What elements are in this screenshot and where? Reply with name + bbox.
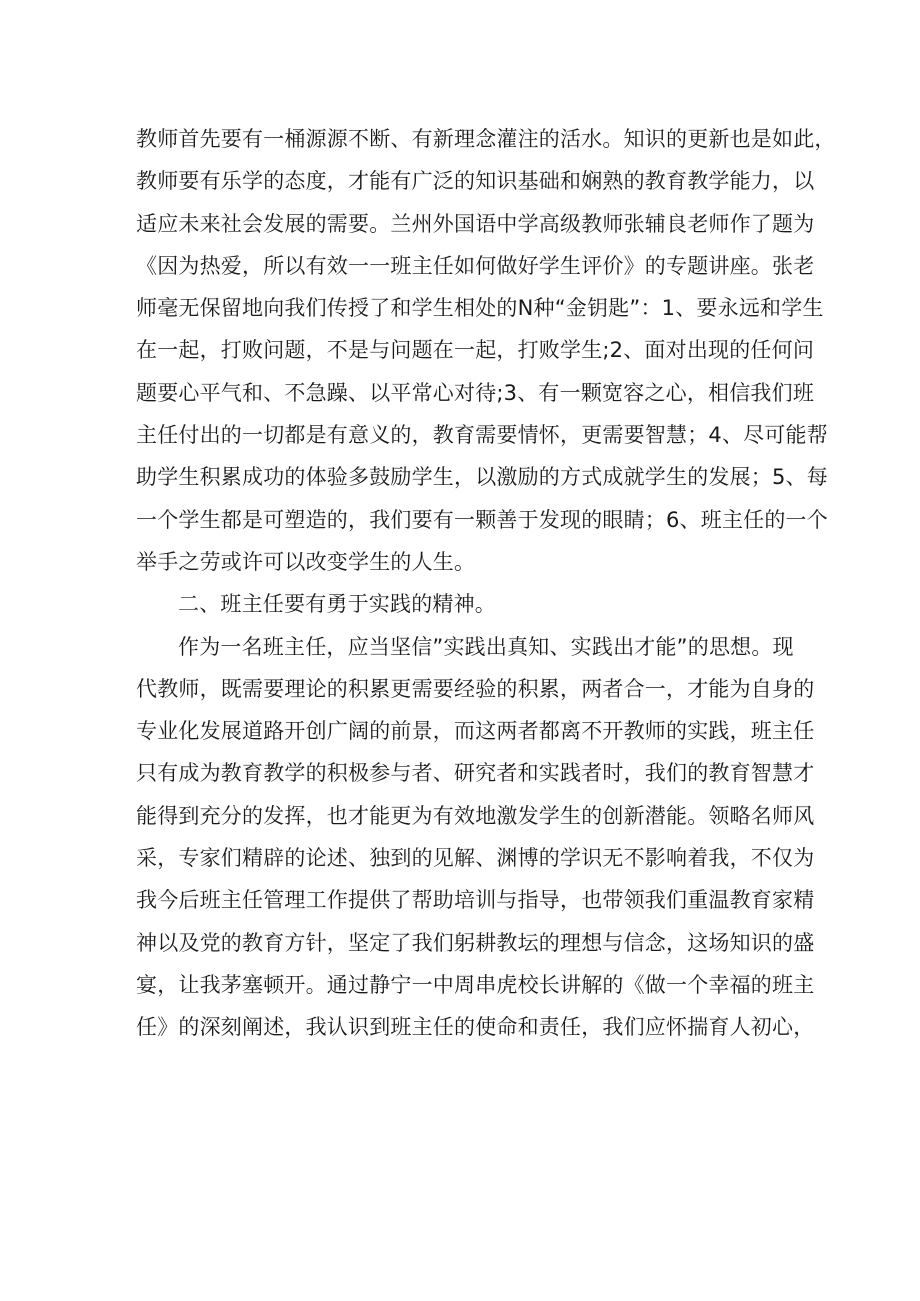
text-line: 代教师，既需要理论的积累更需要经验的积累，两者合一，才能为自身的 (136, 676, 815, 701)
text-line: 主任付出的一切都是有意义的，教育需要情怀，更需要智慧；4、尽可能帮 (136, 423, 828, 448)
section-heading: 二、班主任要有勇于实践的精神。 (178, 592, 496, 617)
text-line: 师毫无保留地向我们传授了和学生相处的N种“金钥匙”：1、要永远和学生 (136, 296, 824, 321)
text-line: 适应未来社会发展的需要。兰州外国语中学高级教师张辅良老师作了题为 (136, 211, 815, 236)
text-line: 教师要有乐学的态度，才能有广泛的知识基础和娴熟的教育教学能力，以 (136, 169, 815, 194)
document-body (136, 118, 836, 1049)
text-line: 一个学生都是可塑造的，我们要有一颗善于发现的眼睛；6、班主任的一个 (136, 507, 828, 532)
text-line: 能得到充分的发挥，也才能更为有效地激发学生的创新潜能。领略名师风 (136, 803, 815, 828)
text-line: 教师首先要有一桶源源不断、有新理念灌注的活水。知识的更新也是如此， (136, 127, 836, 151)
text-line: 题要心平气和、不急躁、以平常心对待;3、有一颗宽容之心，相信我们班 (136, 380, 815, 405)
text-line: 《因为热爱，所以有效一一班主任如何做好学生评价》的专题讲座。张老 (136, 253, 815, 278)
text-line: 专业化发展道路开创广阔的前景，而这两者都离不开教师的实践，班主任 (136, 719, 815, 744)
text-line: 我今后班主任管理工作提供了帮助培训与指导，也带领我们重温教育家精 (136, 888, 815, 913)
text-line: 作为一名班主任，应当坚信”实践出真知、实践出才能”的思想。现 (178, 634, 794, 659)
text-line: 采，专家们精辟的论述、独到的见解、渊博的学识无不影响着我，不仅为 (136, 846, 815, 871)
text-line: 在一起，打败问题，不是与问题在一起，打败学生;2、面对出现的任何问 (136, 338, 815, 363)
text-line: 助学生积累成功的体验多鼓励学生，以激励的方式成就学生的发展；5、每 (136, 465, 828, 490)
text-line: 宴，让我茅塞顿开。通过静宁一中周串虎校长讲解的《做一个幸福的班主 (136, 972, 815, 997)
text-line: 只有成为教育教学的积极参与者、研究者和实践者时，我们的教育智慧才 (136, 761, 815, 786)
text-line: 举手之劳或许可以改变学生的人生。 (136, 549, 476, 574)
text-line: 任》的深刻阐述，我认识到班主任的使命和责任，我们应怀揣育人初心， (136, 1015, 815, 1040)
text-line: 神以及党的教育方针，坚定了我们躬耕教坛的理想与信念，这场知识的盛 (136, 930, 815, 955)
